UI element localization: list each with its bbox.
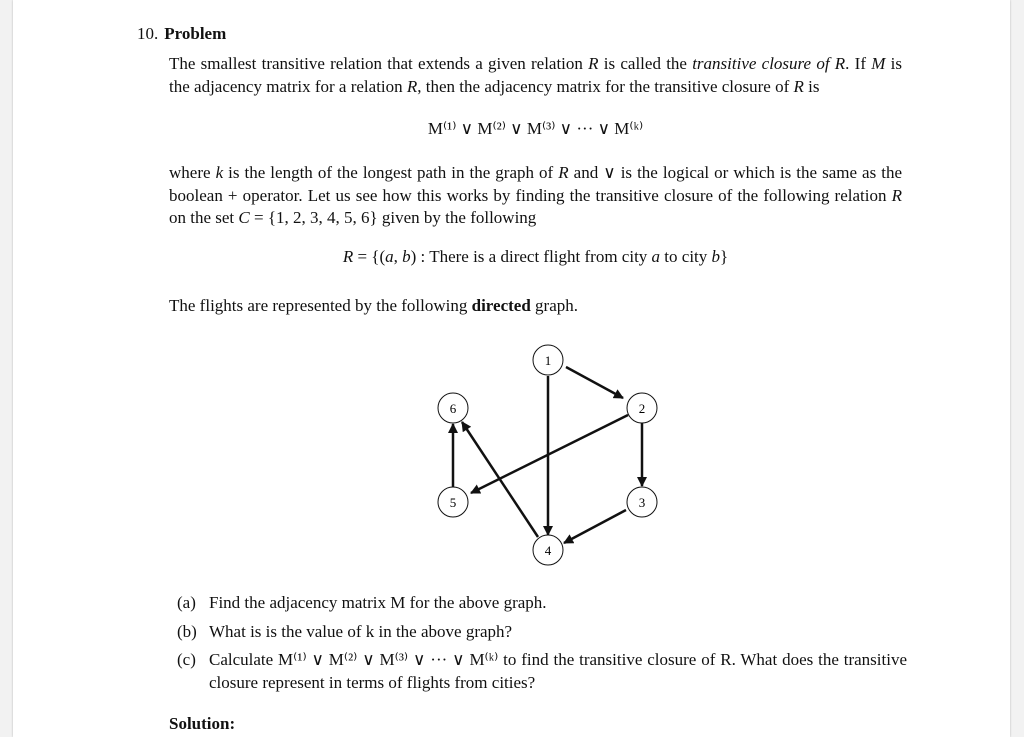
problem-number: 10. (137, 24, 159, 43)
problem-title: Problem (164, 24, 227, 43)
intro-paragraph: The smallest transitive relation that extends a given relation R is called the transitive closure of R. If M is the adjacency matrix for a relation R, then the adjacency matrix for the transitive closure of R is (169, 54, 902, 96)
part-c: (c) Calculate M⁽¹⁾ ∨ M⁽²⁾ ∨ M⁽³⁾ ∨ ··· ∨ M⁽ᵏ⁾ to find the transitive closure of R. What does the transitive closure represent in terms of flights from cities? (177, 650, 907, 692)
question-parts (177, 592, 907, 700)
edge-4-6 (462, 422, 538, 537)
svg-text:2: 2 (638, 401, 646, 416)
solution-label: Solution: (169, 714, 236, 733)
transitive-closure-formula: M⁽¹⁾ ∨ M⁽²⁾ ∨ M⁽³⁾ ∨ ··· ∨ M⁽ᵏ⁾ (427, 119, 644, 138)
node-3 (627, 487, 657, 517)
node-5 (438, 487, 468, 517)
svg-text:1: 1 (544, 353, 552, 368)
part-a: (a) Find the adjacency matrix M for the above graph. (177, 593, 547, 612)
svg-text:5: 5 (449, 495, 457, 510)
node-2 (627, 393, 657, 423)
flight-graph (418, 340, 668, 570)
svg-text:3: 3 (638, 495, 646, 510)
node-1 (533, 345, 563, 375)
svg-text:6: 6 (449, 401, 457, 416)
graph-intro-paragraph: The flights are represented by the following directed graph. (169, 296, 578, 315)
document-page (13, 0, 1010, 737)
problem-heading (137, 24, 226, 44)
relation-definition: R = {(a, b) : There is a direct flight from city a to city b} (342, 247, 729, 266)
edge-2-5 (471, 415, 628, 493)
edge-3-4 (564, 510, 626, 543)
node-6 (438, 393, 468, 423)
explanation-paragraph: where k is the length of the longest path in the graph of R and ∨ is the logical or which is the same as the boolean + operator. Let us see how this works by finding the transitive closure of the following relation R on the set C = {1, 2, 3, 4, 5, 6} given by the following (169, 163, 903, 227)
edge-1-2 (566, 367, 623, 398)
node-4 (533, 535, 563, 565)
part-b: (b) What is is the value of k in the above graph? (177, 621, 513, 641)
svg-text:4: 4 (544, 543, 552, 558)
